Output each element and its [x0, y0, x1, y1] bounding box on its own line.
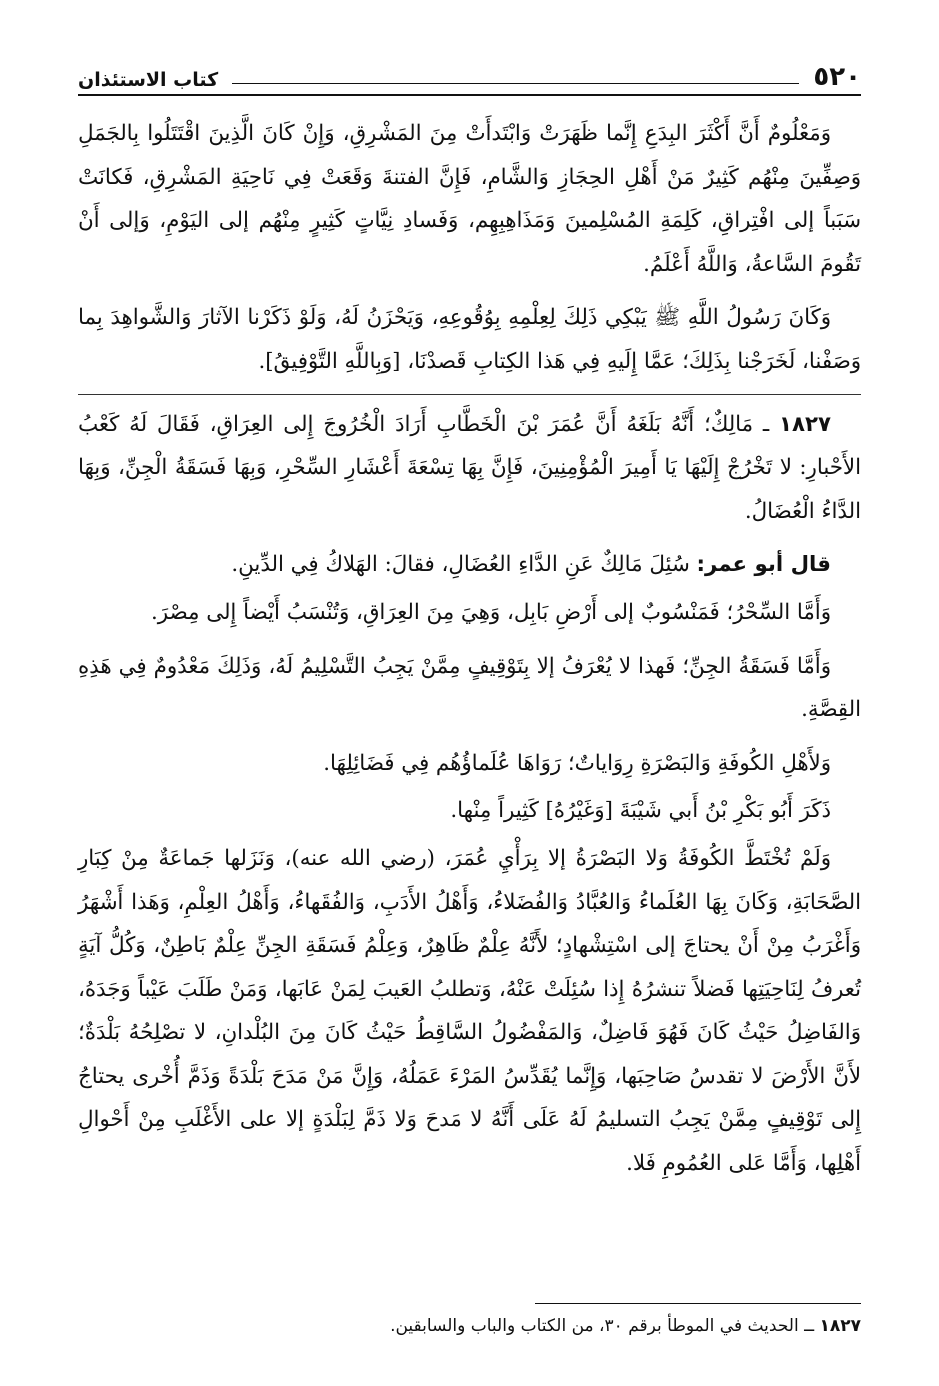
paragraph-1: وَمَعْلُومٌ أَنَّ أَكْثَرَ البِدَعِ إِنَّما ظَهَرَتْ وَابْتَدأَتْ مِنَ المَشْرِقِ، وَإِنْ كَانَ الَّذِينَ اقْتَتَلُوا بِالجَمَلِ وَصِفِّينَ مِنْهُم كَثِيرٌ مَنْ أَهْلِ الحِجَازِ وَالشَّامِ، فَإِنَّ الفتنةَ وَقَعَتْ فِي نَاحِيَةِ المَشْرِقِ، فَكانَتْ سَبَباً إلى افْتِراقِ، كَلِمَةِ المُسْلِمينَ وَمَذَاهِبِهِم، وَفَسادِ نِيَّاتٍ كَثِيرٍ مِنْهُم إلى اليَوْمِ، وَإلى أَنْ تَقُومَ السَّاعةُ، وَاللَّهُ أَعْلَمُ. [78, 121, 861, 277]
paragraph-fasaqa: وَأَمَّا فَسَقَةُ الجِنِّ؛ فَهذا لا يُعْرَفُ إلا بِتَوْقِيفٍ مِمَّنْ يَجِبُ التَّسْلِيمُ لَهُ، وَذَلِكَ مَعْدُومٌ فِي هَذِهِ القِصَّةِ. [78, 653, 861, 723]
paragraph-kufa-basra: وَلأَهْلِ الكُوفَةِ وَالبَصْرَةِ رِوَاياتٌ؛ رَوَاهَا عُلَماؤُهُم فِي فَضَائِلِهَا. [323, 750, 831, 776]
running-header [78, 48, 861, 96]
footnote [78, 1312, 861, 1340]
header-rule [232, 83, 799, 84]
footnote-number: ١٨٢٧ [819, 1316, 861, 1336]
main-text [78, 112, 861, 1196]
paragraph-ibn-abi-shayba: ذَكَرَ أَبُو بَكْرِ بْنُ أَبي شَيْبَةَ [وَغَيْرُهُ] كَثِيراً مِنْها. [450, 798, 831, 824]
commentary-text: سُئِلَ مَالِكٌ عَنِ الدَّاءِ العُضَالِ، فقالَ: الهَلاكُ فِي الدِّينِ. [231, 552, 690, 578]
page-number: ٥٢٠ [813, 62, 861, 92]
qala-abu-umar-label: قال أبو عمر: [696, 552, 831, 578]
hadith-text: مَالِكٌ؛ أَنَّهُ بَلَغَهُ أَنَّ عُمَرَ بْنَ الْخَطَّابِ أَرَادَ الْخُرُوجَ إِلى العِرَاقِ، فَقَالَ لَهُ كَعْبُ الأَحْبارِ: لا تَخْرُجْ إِلَيْهَا يَا أَمِيرَ الْمُؤْمِنِينَ، فَإِنَّ بِهَا تِسْعَةَ أَعْشَارِ السِّحْرِ، وَبِهَا فَسَقَةُ الْجِنِّ، وَبِهَا الدَّاءُ الْعُضَالُ. [78, 411, 861, 524]
footnote-rule [535, 1303, 861, 1304]
paragraph-sihr: وَأَمَّا السِّحْرُ؛ فَمَنْسُوبٌ إلى أَرْضِ بَابِل، وَهِيَ مِنَ العِرَاقِ، وَتُنْسَبُ أَيْضاً إِلى مِصْرَ. [151, 599, 831, 625]
hadith-number: ١٨٢٧ [779, 411, 831, 437]
section-divider [78, 394, 861, 395]
footnote-text: ــ الحديث في الموطأ برقم ٣٠، من الكتاب والباب والسابقين. [390, 1316, 815, 1336]
paragraph-final: وَلَمْ تُخْتَطَّ الكُوفَةُ وَلا البَصْرَةُ إلا بِرَأْيِ عُمَرَ، (رضي الله عنه)، وَنَزَلها جَماعَةٌ مِنْ كِبَارِ الصَّحَابَةِ، وَكَانَ بِهَا العُلَماءُ وَالعُبَّادُ وَالفُضَلاءُ، وَأَهْلُ الأَدَبِ، وَالفُقَهاءُ، وَأَهْلُ العِلْمِ، وَهَذا أَشْهَرُ وَأَغْرَبُ مِنْ أَنْ يحتاجَ إلى اسْتِشْهادٍ؛ لأَنَّهُ عِلْمٌ ظَاهِرٌ، وَعِلْمُ فَسَقَةِ الجِنِّ عِلْمٌ بَاطِنٌ، وَكُلُّ آيَةٍ تُعرفُ لِنَاحِيَتِها فَضلاً تنشرُهُ إِذا سُئِلَتْ عَنْهُ، وَتطلبُ العَيبَ لِمَنْ عَابَها، وَمَنْ طَلَبَ عَيْباً وَجَدَهُ، وَالفَاضِلُ حَيْثُ كَانَ فَهُوَ فَاضِلٌ، وَالمَفْضُولُ السَّاقِطُ حَيْثُ كَانَ مِنَ البُلْدانِ، لا تصْلِحُهُ بَلْدَةٌ؛ لأَنَّ الأَرْضَ لا تقدسُ صَاحِبَها، وَإِنَّما يُقَدِّسُ المَرْءَ عَمَلُهُ، وَإِنَّ مَنْ مَدَحَ بَلْدَةً وَذَمَّ أُخْرى يحتاجُ إِلى تَوْقِيفٍ مِمَّنْ يَجِبُ التسليمُ لَهُ عَلَى أَنَّهُ لا مَدحَ وَلا ذَمَّ لِبَلْدَةٍ إلا على الأَغْلَبِ مِنْ أَحْوالِ أَهْلِها، وَأَمَّا عَلى العُمُومِ فَلا. [78, 845, 861, 1177]
commentary-paragraph [78, 543, 861, 587]
hadith-paragraph: ١٨٢٧ ـ مَالِكٌ؛ أَنَّهُ بَلَغَهُ أَنَّ عُمَرَ بْنَ الْخَطَّابِ أَرَادَ الْخُرُوجَ إِلى العِرَاقِ، فَقَالَ لَهُ كَعْبُ الأَحْبارِ: لا تَخْرُجْ إِلَيْهَا يَا أَمِيرَ الْمُؤْمِنِينَ، فَإِنَّ بِهَا تِسْعَةَ أَعْشَارِ السِّحْرِ، وَبِهَا فَسَقَةُ الْجِنِّ، وَبِهَا الدَّاءُ الْعُضَالُ. [78, 411, 861, 524]
book-title: كتاب الاستئذان [78, 69, 219, 91]
paragraph-2: وَكَانَ رَسُولُ اللَّهِ ﷺ يَبْكِي ذَلِكَ لِعِلْمِهِ بِوُقُوعِهِ، وَيَحْزَنُ لَهُ، وَلَوْ ذَكَرْنا الآثارَ وَالشَّواهِدَ بِما وَصَفْنا، لَخَرَجْنا بِذَلِكَ؛ عَمَّا إِلَيهِ فِي هَذا الكِتابِ قَصدْنَا، [وَبِاللَّهِ التَّوْفِيقُ]. [78, 305, 861, 374]
